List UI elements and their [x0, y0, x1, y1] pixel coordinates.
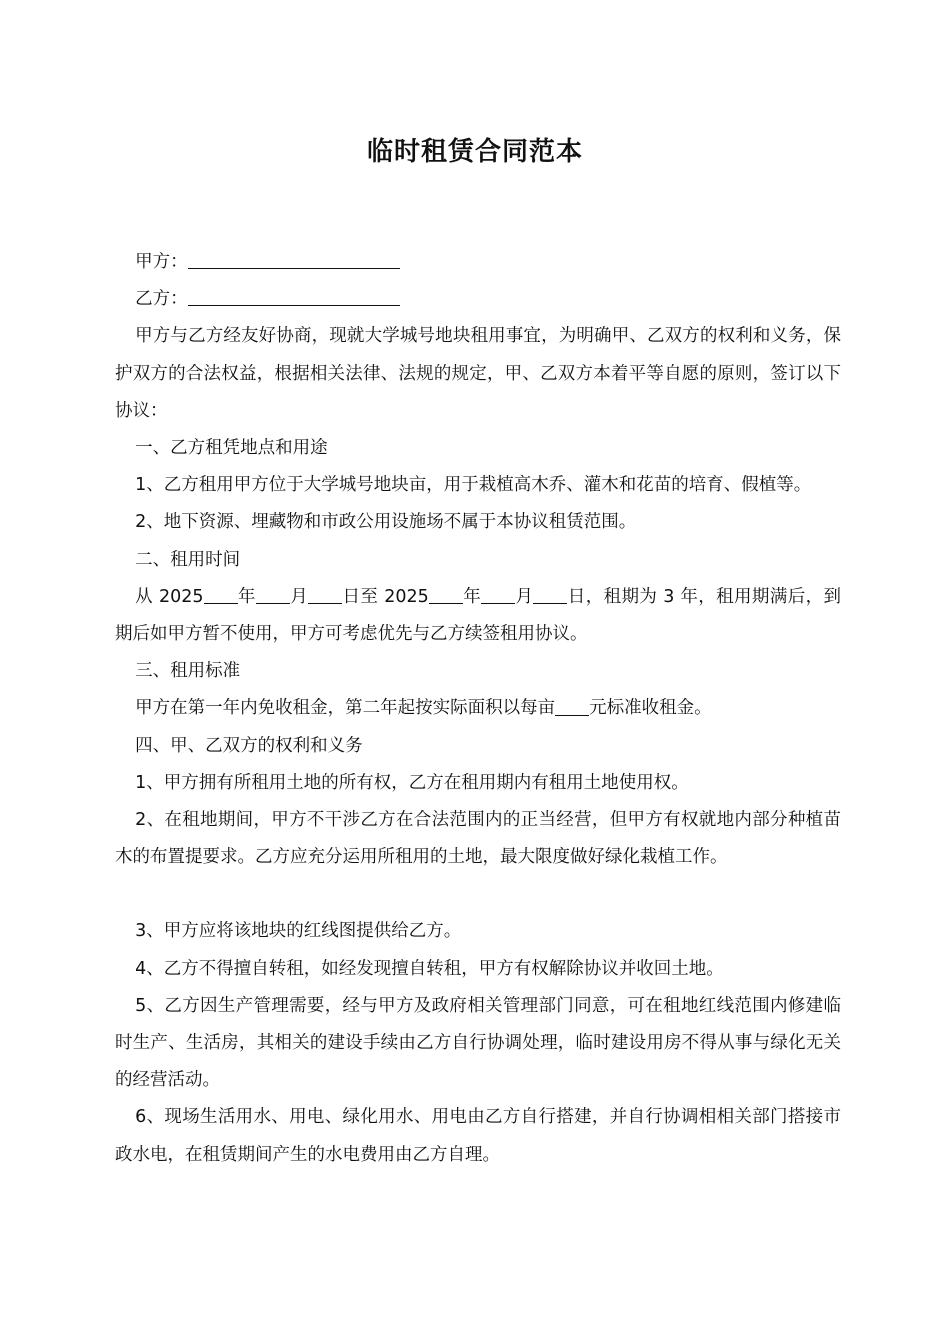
section-4-item-5: 5、乙方因生产管理需要，经与甲方及政府相关管理部门同意，可在租地红线范围内修建临时生产、生活房，其相关的建设手续由乙方自行协调处理，临时建设用房不得从事与绿化无关的经营活动。: [115, 995, 841, 1091]
section-4-heading: 四、甲、乙双方的权利和义务: [135, 735, 363, 756]
rent-text-suffix: 元标准收租金。: [589, 698, 712, 719]
term-blank: [204, 585, 238, 604]
rent-text-prefix: 甲方在第一年内免收租金，第二年起按实际面积以每亩: [135, 698, 556, 719]
section-1-heading: 一、乙方租凭地点和用途: [135, 438, 328, 459]
term-year-label: 年: [237, 586, 256, 607]
rent-blank: [555, 696, 589, 715]
intro-paragraph: 甲方与乙方经友好协商，现就大学城号地块租用事宜，为明确甲、乙双方的权利和义务，保护双方的合法权益，根据相关法律、法规的规定，甲、乙双方本着平等自愿的原则，签订以下协议：: [115, 326, 841, 421]
term-blank: [481, 585, 515, 604]
section-4-item-3: 3、甲方应将该地块的红线图提供给乙方。: [135, 921, 462, 942]
party-b-line: [115, 281, 841, 318]
party-a-blank: [188, 250, 400, 269]
term-month-label-2: 月: [515, 586, 534, 607]
term-blank: [308, 585, 342, 604]
section-1-item-1: 1、乙方租用甲方位于大学城号地块亩，用于栽植高木乔、灌木和花苗的培育、假植等。: [135, 475, 812, 496]
section-1-item-2: 2、地下资源、埋藏物和市政公用设施场不属于本协议租赁范围。: [135, 512, 637, 533]
term-start-year-prefix: 从 2025: [135, 586, 204, 607]
section-2-heading: 二、租用时间: [135, 549, 241, 570]
section-4-item-6: 6、现场生活用水、用电、绿化用水、用电由乙方自行搭建，并自行协调相相关部门搭接市政水电，在租赁期间产生的水电费用由乙方自理。: [115, 1107, 841, 1165]
term-blank: [533, 585, 567, 604]
section-2-term: [115, 579, 841, 653]
party-b-label: 乙方：: [135, 289, 188, 310]
term-blank: [429, 585, 463, 604]
section-4-item-1: 1、甲方拥有所租用土地的所有权，乙方在租用期内有租用土地使用权。: [135, 772, 689, 793]
party-a-line: [115, 244, 841, 281]
section-3-heading: 三、租用标准: [135, 661, 241, 682]
document-title: 临时租赁合同范本: [366, 137, 583, 167]
section-4-item-4: 4、乙方不得擅自转租，如经发现擅自转租，甲方有权解除协议并收回土地。: [135, 958, 724, 979]
term-blank: [256, 585, 290, 604]
party-b-blank: [188, 287, 400, 306]
party-a-label: 甲方：: [135, 252, 188, 272]
term-year-label-2: 年: [462, 586, 482, 607]
section-4-item-2: 2、在租地期间，甲方不干涉乙方在合法范围内的正当经营，但甲方有权就地内部分种植苗木的布置提要求。乙方应充分运用所租用的土地，最大限度做好绿化栽植工作。: [115, 810, 841, 868]
term-month-label: 月: [289, 586, 309, 607]
term-tail: 日，租期为 3 年，租用期满后，到期后如甲方暂不使用，甲方可考虑优先与乙方续签租用协议。: [115, 586, 842, 645]
document-body: [115, 244, 841, 1174]
section-3-text: [115, 690, 841, 727]
term-day-to-label: 日至 2025: [342, 586, 429, 607]
